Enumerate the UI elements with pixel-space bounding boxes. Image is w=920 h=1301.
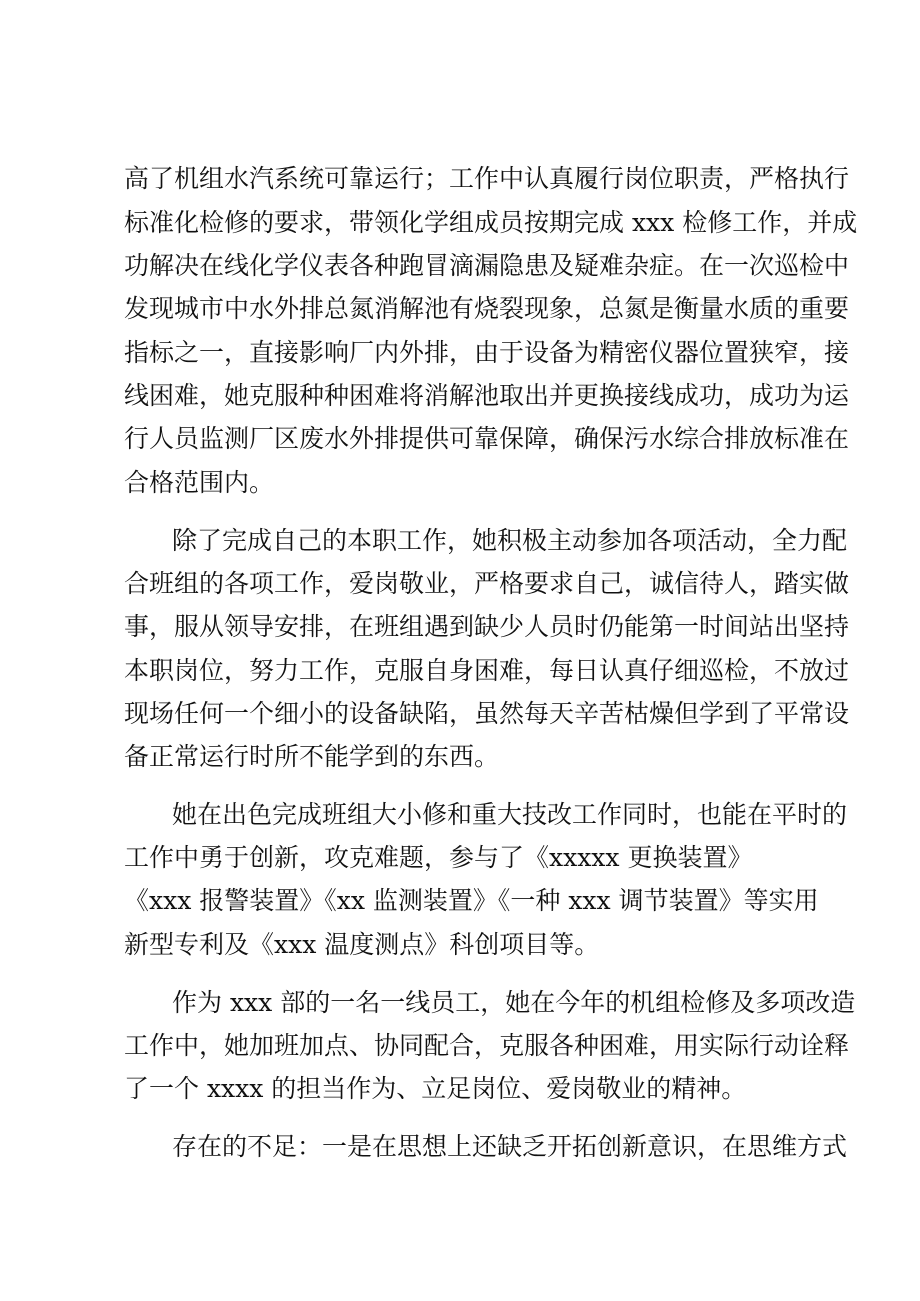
paragraph-3-line-1: 她在出色完成班组大小修和重大技改工作同时，也能在平时的 bbox=[172, 800, 848, 829]
paragraph-1-line-2: 标准化检修的要求，带领化学组成员按期完成 xxx 检修工作，并成 bbox=[124, 208, 858, 237]
paragraph-2-line-5: 现场任何一个细小的设备缺陷，虽然每天辛苦枯燥但学到了平常设 bbox=[124, 699, 850, 728]
paragraph-1-line-7: 行人员监测厂区废水外排提供可靠保障，确保污水综合排放标准在 bbox=[124, 424, 850, 453]
paragraph-4-line-1: 作为 xxx 部的一名一线员工，她在今年的机组检修及多项改造 bbox=[172, 988, 856, 1017]
paragraph-1-line-1: 高了机组水汽系统可靠运行；工作中认真履行岗位职责，严格执行 bbox=[124, 164, 850, 193]
paragraph-5-line-1: 存在的不足：一是在思想上还缺乏开拓创新意识，在思维方式 bbox=[172, 1132, 848, 1161]
paragraph-1-line-6: 线困难，她克服种种困难将消解池取出并更换接线成功，成功为运 bbox=[124, 381, 850, 410]
paragraph-2-line-4: 本职岗位，努力工作，克服自身困难，每日认真仔细巡检，不放过 bbox=[124, 656, 850, 685]
paragraph-2-line-1: 除了完成自己的本职工作，她积极主动参加各项活动，全力配 bbox=[172, 526, 848, 555]
paragraph-3-line-4: 新型专利及《xxx 温度测点》科创项目等。 bbox=[124, 930, 600, 959]
paragraph-1-line-8: 合格范围内。 bbox=[124, 468, 275, 497]
paragraph-1-line-3: 功解决在线化学仪表各种跑冒滴漏隐患及疑难杂症。在一次巡检中 bbox=[124, 251, 850, 280]
paragraph-2-line-2: 合班组的各项工作，爱岗敬业，严格要求自己，诚信待人，踏实做 bbox=[124, 569, 850, 598]
paragraph-3-line-3: 《xxx 报警装置》《xx 监测装置》《一种 xxx 调节装置》等实用 bbox=[124, 886, 819, 915]
paragraph-3-line-2: 工作中勇于创新，攻克难题，参与了《xxxxx 更换装置》 bbox=[124, 843, 753, 872]
paragraph-2-line-6: 备正常运行时所不能学到的东西。 bbox=[124, 742, 500, 771]
paragraph-4-line-3: 了一个 xxxx 的担当作为、立足岗位、爱岗敬业的精神。 bbox=[124, 1074, 747, 1103]
paragraph-2-line-3: 事，服从领导安排，在班组遇到缺少人员时仍能第一时间站出坚持 bbox=[124, 612, 850, 641]
paragraph-1-line-4: 发现城市中水外排总氮消解池有烧裂现象，总氮是衡量水质的重要 bbox=[124, 294, 850, 323]
paragraph-1-line-5: 指标之一，直接影响厂内外排，由于设备为精密仪器位置狭窄，接 bbox=[124, 338, 850, 367]
paragraph-4-line-2: 工作中，她加班加点、协同配合，克服各种困难，用实际行动诠释 bbox=[124, 1031, 850, 1060]
